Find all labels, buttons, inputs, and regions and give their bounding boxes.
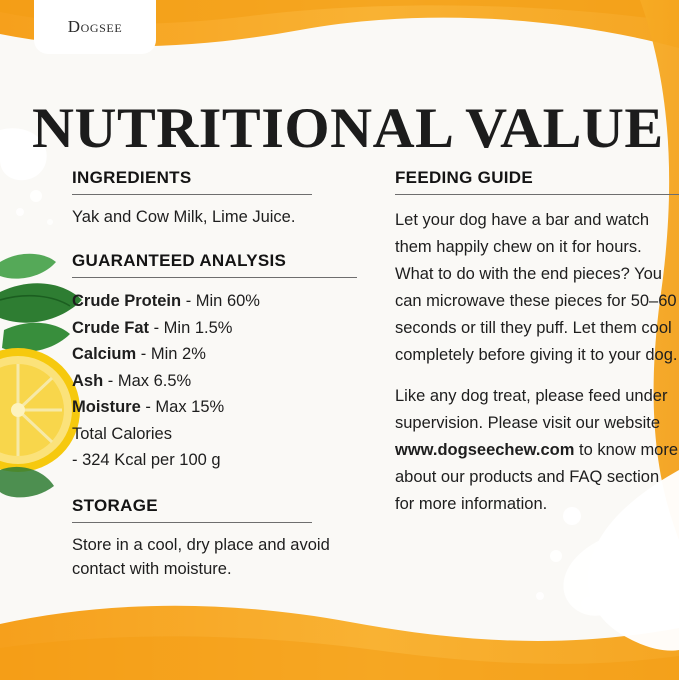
list-item <box>72 315 357 342</box>
nutrient-name: Crude Protein <box>72 292 182 310</box>
content-columns <box>0 168 679 603</box>
nutrient-value: - Max 15% <box>140 398 225 416</box>
list-item <box>72 447 357 474</box>
list-item <box>72 394 357 421</box>
storage-text: Store in a cool, dry place and avoid contact with moisture. <box>72 535 330 578</box>
ingredients-heading: INGREDIENTS <box>72 168 312 195</box>
nutrient-value: - Min 1.5% <box>149 318 233 337</box>
nutrient-value: - Max 6.5% <box>103 371 192 390</box>
page-title: NUTRITIONAL VALUE <box>32 97 664 161</box>
feeding-guide-paragraph-2-part2: to know more about our products and FAQ section for more information. <box>395 441 679 513</box>
nutrient-name: Calcium <box>72 345 137 363</box>
ingredients-text: Yak and Cow Milk, Lime Juice. <box>72 208 296 226</box>
storage-section <box>72 496 357 581</box>
nutrient-name: Ash <box>72 371 104 390</box>
brand-logo-text: Dogsee <box>67 17 123 36</box>
feeding-guide-paragraph-1: Let your dog have a bar and watch them happily chew on it for hours. What to do with the end pieces? You can microwave these pieces for 50–60 seconds or till they puff. Let them cool completely before giving it to your dog. <box>395 211 678 364</box>
calories-line: - 324 Kcal per 100 g <box>72 451 221 469</box>
guaranteed-analysis-heading: GUARANTEED ANALYSIS <box>72 251 357 278</box>
right-column <box>395 168 679 603</box>
ingredients-section <box>72 168 357 229</box>
nutrient-value: - Min 60% <box>181 292 260 310</box>
list-item <box>72 341 357 368</box>
nutrient-name: Moisture <box>72 398 141 416</box>
list-item <box>72 368 357 395</box>
guaranteed-analysis-list <box>72 288 357 474</box>
nutrient-value: - Min 2% <box>136 345 206 363</box>
list-item <box>72 421 357 448</box>
left-column <box>72 168 357 603</box>
list-item <box>72 288 357 315</box>
feeding-guide-heading: FEEDING GUIDE <box>395 168 679 195</box>
feeding-guide-paragraph-2 <box>395 383 679 518</box>
website-link[interactable]: www.dogseechew.com <box>395 441 575 459</box>
nutrient-name: Crude Fat <box>72 318 150 337</box>
feeding-guide-paragraph-2-part1: Like any dog treat, please feed under supervision. Please visit our website <box>395 387 668 432</box>
guaranteed-analysis-section <box>72 251 357 474</box>
brand-logo-tab <box>34 0 156 54</box>
storage-heading: STORAGE <box>72 496 312 523</box>
nutrient-name: Total Calories <box>72 424 172 443</box>
